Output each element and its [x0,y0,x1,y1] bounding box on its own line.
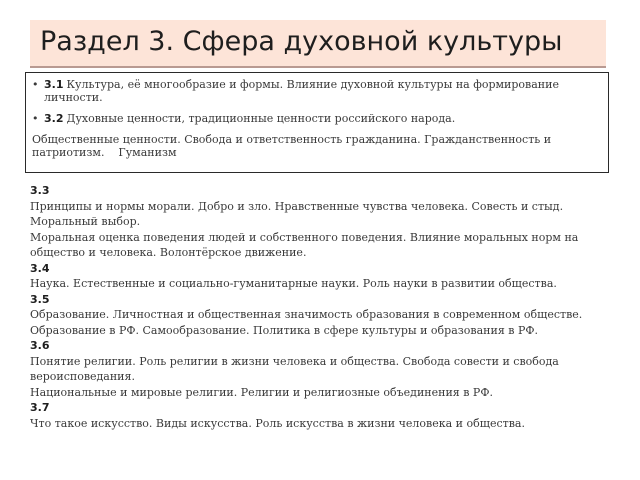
section-line: Наука. Естественные и социально-гуманитарные науки. Роль науки в развитии общества. [30,277,557,290]
section-line: Понятие религии. Роль религии в жизни человека и общества. Свобода совести и свобода вероисповедания. [30,354,559,383]
topic-number: 3.1 [44,78,64,91]
topic-plain-text: Общественные ценности. Свобода и ответственность гражданина. Гражданственность и патриотизм. Гуманизм [32,133,555,159]
section-3-6 [30,338,608,400]
section-line: Образование в РФ. Самообразование. Политика в сфере культуры и образования в РФ. [30,323,538,337]
section-number: 3.6 [30,339,50,352]
topic-number: 3.2 [44,112,64,125]
section-number: 3.7 [30,401,50,414]
topic-item-3-1 [32,78,602,104]
section-3-3 [30,183,608,261]
section-3-7 [30,400,608,431]
section-number: 3.3 [30,184,50,197]
section-number: 3.4 [30,261,50,275]
section-line: Образование. Личностная и общественная значимость образования в современном обществе. [30,308,583,321]
section-line: Что такое искусство. Виды искусства. Роль искусства в жизни человека и общества. [30,416,525,430]
title-banner [30,20,606,68]
topics-box [25,72,609,173]
section-line: Национальные и мировые религии. Религии и религиозные объединения в РФ. [30,385,493,399]
section-number: 3.5 [30,292,50,306]
topic-text: Духовные ценности, традиционные ценности российского народа. [66,112,456,125]
sections-list [30,183,608,431]
section-3-5 [30,292,608,339]
section-line: Принципы и нормы морали. Добро и зло. Нравственные чувства человека. Совесть и стыд. Моральный выбор. [30,199,564,228]
section-3-4 [30,261,608,292]
topic-item-3-2 [32,112,602,125]
page-title: Раздел 3. Сфера духовной культуры [40,26,563,57]
topic-text: Культура, её многообразие и формы. Влияние духовной культуры на формирование личности. [44,78,559,104]
section-line: Моральная оценка поведения людей и собственного поведения. Влияние моральных норм на общество и человека. Волонтёрское движение. [30,230,579,259]
